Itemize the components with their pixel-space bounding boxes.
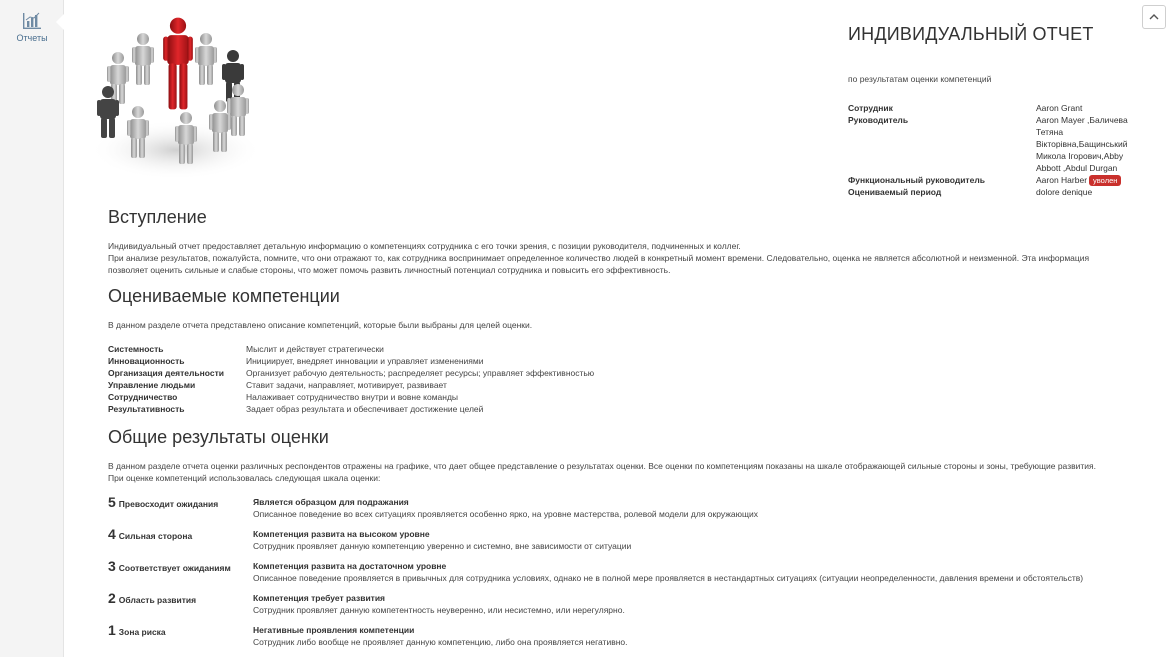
- competency-name: Инновационность: [108, 356, 185, 366]
- section-title: Оцениваемые компетенции: [108, 286, 340, 306]
- scale-level: [108, 592, 253, 616]
- scale-row: [108, 624, 1118, 648]
- competency-name: Системность: [108, 344, 164, 354]
- intro-section: [108, 207, 1118, 276]
- paragraph: При анализе результатов, пожалуйста, помните, что они отражают то, как сотрудника воспринимает определенное количество людей в конкретный момент времени. Следовательно, оценка не является абсолютной и неизменной. Эта информация позволяет оценить сильные и слабые стороны, что может помочь развить личностный потенциал сотрудника и повысить его эффективность.: [108, 253, 1090, 275]
- scale-heading: Компетенция развита на высоком уровне: [253, 529, 430, 539]
- employee-info-table: [848, 102, 1146, 198]
- scale-description: [253, 592, 1118, 616]
- competency-row: [108, 343, 1118, 355]
- paragraph: В данном разделе отчета представлено описание компетенций, которые были выбраны для целей оценки.: [108, 320, 533, 330]
- competency-row: [108, 391, 1118, 403]
- chart-icon: [21, 11, 43, 31]
- info-label: Сотрудник: [848, 103, 893, 113]
- status-badge: уволен: [1089, 175, 1121, 186]
- scale-heading: Компетенция требует развития: [253, 593, 386, 603]
- competency-name: Результативность: [108, 404, 185, 414]
- scale-label: Соответствует ожиданиям: [118, 563, 231, 573]
- results-section: [108, 427, 1118, 648]
- report-content: [108, 207, 1118, 656]
- info-row-employee: [848, 102, 1146, 114]
- scale-label: Зона риска: [118, 627, 166, 637]
- competencies-section: [108, 286, 1118, 415]
- competency-desc: Налаживает сотрудничество внутри и вовне команды: [246, 392, 459, 402]
- section-title: Вступление: [108, 207, 207, 227]
- team-illustration: [88, 10, 264, 184]
- scale-heading: Негативные проявления компетенции: [253, 625, 415, 635]
- info-value-text: Aaron Harber: [1036, 175, 1088, 185]
- scale-row: [108, 560, 1118, 584]
- competency-row: [108, 379, 1118, 391]
- paragraph: При оценке компетенций использовалась следующая шкала оценки:: [108, 473, 381, 483]
- info-label: Оцениваемый период: [848, 187, 942, 197]
- active-indicator: [56, 14, 64, 30]
- info-value: [1036, 174, 1146, 186]
- competency-desc: Задает образ результата и обеспечивает достижение целей: [246, 404, 484, 414]
- info-row-functional-manager: [848, 174, 1146, 186]
- rating-scale: [108, 496, 1118, 648]
- scale-number: 1: [108, 622, 116, 638]
- scale-description: [253, 528, 1118, 552]
- scale-number: 4: [108, 526, 116, 542]
- scale-label: Сильная сторона: [118, 531, 193, 541]
- report-header: [848, 24, 1148, 197]
- paragraph: Индивидуальный отчет предоставляет детальную информацию о компетенциях сотрудника с его точки зрения, с позиции руководителя, подчиненных и коллег.: [108, 241, 741, 251]
- scale-description: [253, 624, 1118, 648]
- scale-description: [253, 496, 1118, 520]
- scale-heading: Компетенция развита на достаточном уровне: [253, 561, 447, 571]
- scale-number: 5: [108, 494, 116, 510]
- scale-row: [108, 592, 1118, 616]
- competency-row: [108, 403, 1118, 415]
- info-row-period: [848, 186, 1146, 198]
- scale-label: Превосходит ожидания: [118, 499, 219, 509]
- info-row-manager: [848, 114, 1146, 174]
- competency-desc: Ставит задачи, направляет, мотивирует, развивает: [246, 380, 447, 390]
- sidebar-item-label: Отчеты: [16, 33, 48, 43]
- scale-row: [108, 528, 1118, 552]
- scale-text: Сотрудник проявляет данную компетентность неуверенно, или несистемно, или нерегулярно.: [253, 605, 625, 615]
- scale-number: 3: [108, 558, 116, 574]
- info-value: Aaron Grant: [1036, 103, 1083, 113]
- scale-row: [108, 496, 1118, 520]
- competency-table: [108, 343, 1118, 415]
- scale-text: Сотрудник проявляет данную компетенцию уверенно и системно, вне зависимости от ситуации: [253, 541, 632, 551]
- sidebar: [0, 0, 64, 657]
- scale-level: [108, 528, 253, 552]
- scale-text: Описанное поведение проявляется в привычных для сотрудника условиях, однако не в полной мере проявляется в нестандартных ситуациях (ситуации неопределенности, давления времени и обстоятельств): [253, 573, 1084, 583]
- scale-level: [108, 560, 253, 584]
- sidebar-item-reports[interactable]: [0, 8, 64, 48]
- info-label: Функциональный руководитель: [848, 175, 985, 185]
- scale-label: Область развития: [118, 595, 197, 605]
- info-value: dolore denique: [1036, 187, 1093, 197]
- competency-desc: Организует рабочую деятельность; распределяет ресурсы; управляет эффективностью: [246, 368, 595, 378]
- scale-level: [108, 496, 253, 520]
- scale-level: [108, 624, 253, 648]
- competency-name: Сотрудничество: [108, 392, 178, 402]
- scale-number: 2: [108, 590, 116, 606]
- competency-name: Организация деятельности: [108, 368, 224, 378]
- competency-row: [108, 367, 1118, 379]
- competency-name: Управление людьми: [108, 380, 196, 390]
- info-label: Руководитель: [848, 115, 909, 125]
- scale-description: [253, 560, 1118, 584]
- chevron-up-icon: [1149, 12, 1159, 22]
- competency-row: [108, 355, 1118, 367]
- section-title: Общие результаты оценки: [108, 427, 329, 447]
- report-title: ИНДИВИДУАЛЬНЫЙ ОТЧЕТ: [848, 24, 1094, 44]
- competency-desc: Мыслит и действует стратегически: [246, 344, 384, 354]
- competency-desc: Инициирует, внедряет инновации и управляет изменениями: [246, 356, 484, 366]
- scale-text: Описанное поведение во всех ситуациях проявляется особенно ярко, на уровне мастерства, ролевой модели для окружающих: [253, 509, 758, 519]
- report-subtitle: по результатам оценки компетенций: [848, 74, 992, 84]
- info-value: Aaron Mayer ,Баличева Тетяна Вікторівна,Бащинський Микола Ігорович,Abby Abbott ,Abdul Durgan: [1036, 115, 1128, 173]
- scale-heading: Является образцом для подражания: [253, 497, 409, 507]
- scale-text: Сотрудник либо вообще не проявляет данную компетенцию, либо она проявляется негативно.: [253, 637, 628, 647]
- paragraph: В данном разделе отчета оценки различных респондентов отражены на графике, что дает общее представление о результатах оценки. Все оценки по компетенциям показаны на шкале отображающей сильные стороны и зоны, требующие развития.: [108, 461, 1096, 471]
